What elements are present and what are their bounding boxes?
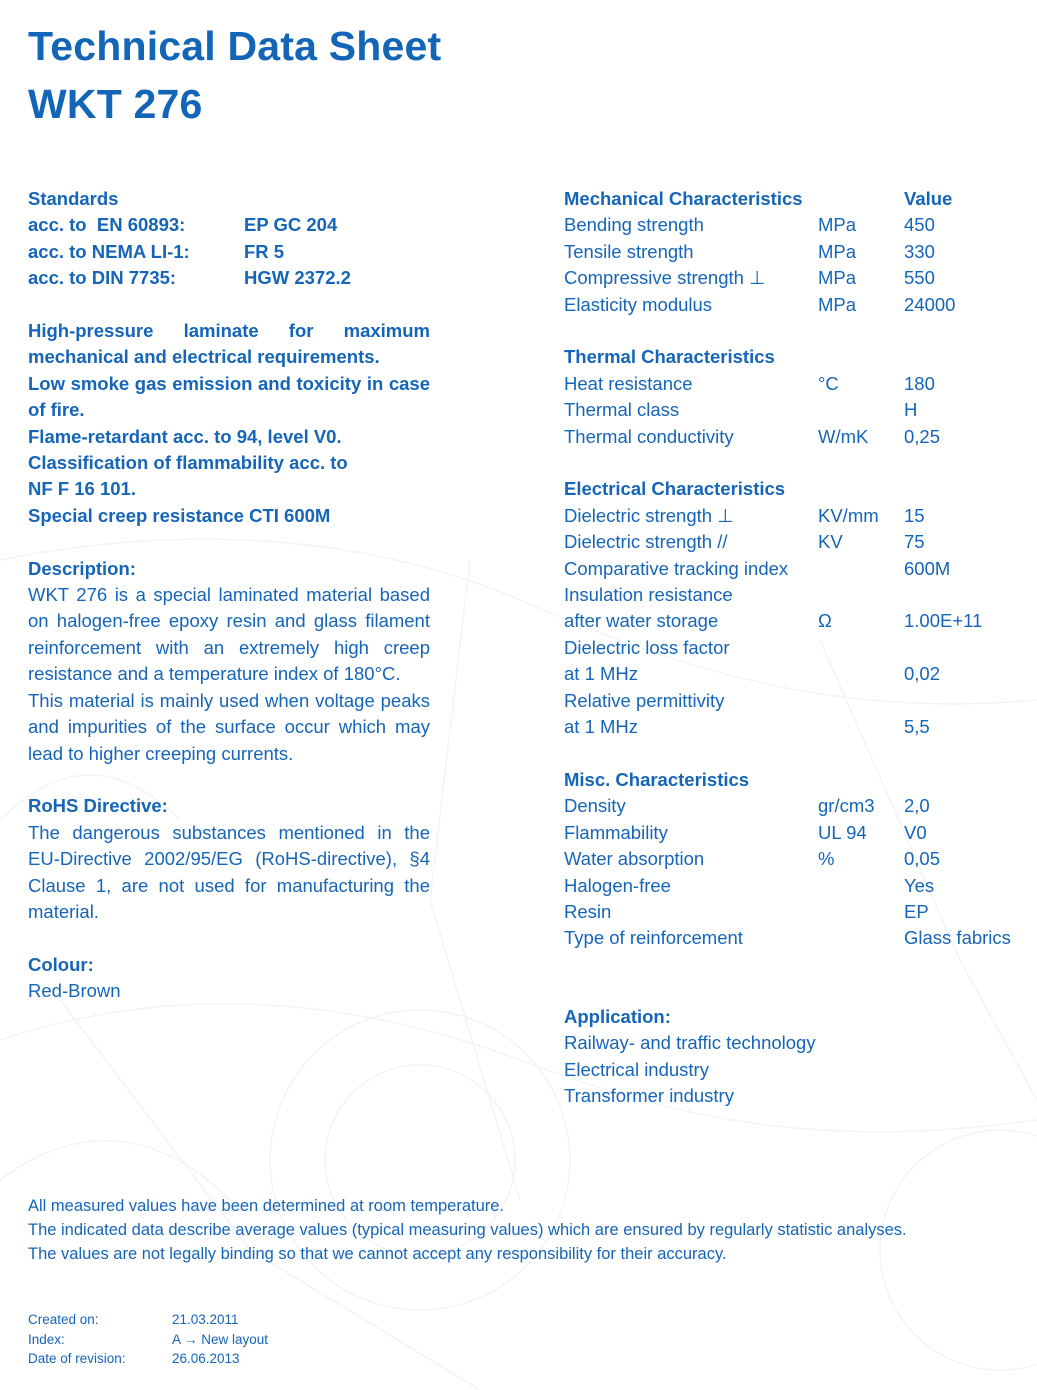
- property-name: Bending strength: [564, 214, 704, 236]
- application-item: Electrical industry: [564, 1058, 709, 1080]
- property-unit: MPa: [818, 240, 857, 262]
- property-name: Dielectric loss factor: [564, 636, 730, 658]
- property-unit: KV: [818, 531, 843, 553]
- property-row: [564, 635, 1034, 661]
- property-row: [564, 688, 1034, 714]
- property-row: [564, 661, 1034, 687]
- rohs-heading: RoHS Directive:: [28, 795, 168, 817]
- property-value: 15: [904, 504, 925, 526]
- standard-value: FR 5: [244, 240, 285, 262]
- property-row: [564, 846, 1034, 872]
- application-item: Transformer industry: [564, 1085, 734, 1107]
- property-row: [564, 529, 1034, 555]
- value-heading: Value: [904, 188, 953, 209]
- rohs-text: The dangerous substances mentioned in the EU-Directive 2002/95/EG (RoHS-directive), §4 Clause 1, are not used for manufacturing the material.: [28, 821, 430, 922]
- right-column: [564, 186, 1034, 952]
- property-name: Comparative tracking index: [564, 557, 789, 579]
- property-name: Halogen-free: [564, 874, 671, 896]
- property-value: H: [904, 399, 918, 421]
- property-name: Thermal conductivity: [564, 425, 734, 447]
- property-unit: [818, 899, 904, 925]
- description-heading: Description:: [28, 557, 136, 579]
- left-column: [28, 186, 430, 1005]
- property-value: [904, 688, 1034, 714]
- standard-value: EP GC 204: [244, 214, 338, 236]
- property-row: [564, 820, 1034, 846]
- property-row: [564, 714, 1034, 740]
- feature-text: NF F 16 101.: [28, 478, 136, 500]
- property-value: 1.00E+11: [904, 610, 983, 632]
- property-unit: MPa: [818, 267, 857, 289]
- meta-value: 21.03.2011: [172, 1312, 239, 1327]
- property-row: [564, 793, 1034, 819]
- property-row: [564, 371, 1034, 397]
- property-row: [564, 503, 1034, 529]
- property-name: Water absorption: [564, 848, 705, 870]
- standard-row: [28, 239, 430, 265]
- meta-value: 26.06.2013: [172, 1351, 240, 1366]
- property-value: 0,02: [904, 663, 941, 685]
- property-name: Relative permittivity: [564, 689, 725, 711]
- property-name: Tensile strength: [564, 240, 694, 262]
- property-unit: [818, 397, 904, 423]
- property-unit: [818, 688, 904, 714]
- property-value: Yes: [904, 874, 935, 896]
- property-unit: Ω: [818, 610, 832, 632]
- standard-value: HGW 2372.2: [244, 267, 351, 289]
- property-unit: [818, 661, 904, 687]
- standard-key: acc. to EN 60893:: [28, 214, 186, 236]
- property-name: at 1 MHz: [564, 716, 639, 738]
- property-unit: MPa: [818, 293, 857, 315]
- meta-row: [28, 1349, 268, 1369]
- property-name: Dielectric strength //: [564, 531, 728, 553]
- property-name: Thermal class: [564, 399, 680, 421]
- property-value: 0,25: [904, 425, 941, 447]
- meta-label: Created on:: [28, 1312, 99, 1327]
- property-value: 2,0: [904, 795, 930, 817]
- application-section: [564, 1004, 816, 1110]
- meta-label: Date of revision:: [28, 1351, 126, 1366]
- property-name: Elasticity modulus: [564, 293, 713, 315]
- property-value: 24000: [904, 293, 956, 315]
- property-value: 600M: [904, 557, 951, 579]
- document-meta: [28, 1310, 268, 1369]
- footer-note: The indicated data describe average values (typical measuring values) which are ensured by regularly statistic analyses.: [28, 1221, 907, 1239]
- product-name: WKT 276: [28, 81, 203, 127]
- property-unit: [818, 873, 904, 899]
- property-unit: W/mK: [818, 425, 869, 447]
- property-row: [564, 873, 1034, 899]
- property-name: Insulation resistance: [564, 584, 733, 606]
- property-name: Heat resistance: [564, 372, 693, 394]
- property-value: 75: [904, 531, 925, 553]
- property-value: [904, 582, 1034, 608]
- property-name: Dielectric strength ⊥: [564, 504, 734, 526]
- meta-value: A → New layout: [172, 1331, 269, 1347]
- property-row: [564, 608, 1034, 634]
- property-value: 180: [904, 372, 935, 394]
- property-value: V0: [904, 821, 927, 843]
- property-row: [564, 925, 1034, 951]
- description-text: This material is mainly used when voltage peaks and impurities of the surface occur which may lead to higher creeping currents.: [28, 689, 430, 764]
- property-name: Resin: [564, 900, 612, 922]
- property-name: Compressive strength ⊥: [564, 267, 766, 289]
- property-unit: [818, 714, 904, 740]
- page-title: Technical Data Sheet: [28, 23, 442, 69]
- property-value: EP: [904, 900, 929, 922]
- feature-text: Classification of flammability acc. to: [28, 452, 348, 474]
- mechanical-heading: Mechanical Characteristics: [564, 188, 803, 209]
- property-unit: gr/cm3: [818, 795, 875, 817]
- meta-row: [28, 1310, 268, 1330]
- property-value: 5,5: [904, 716, 930, 738]
- property-name: Flammability: [564, 821, 668, 843]
- electrical-heading: Electrical Characteristics: [564, 478, 786, 500]
- property-row: [564, 239, 1034, 265]
- property-value: 330: [904, 240, 935, 262]
- standard-key: acc. to DIN 7735:: [28, 267, 177, 289]
- property-unit: [818, 582, 904, 608]
- footer-notes: [28, 1194, 988, 1266]
- mechanical-header: [564, 186, 1034, 212]
- property-row: [564, 397, 1034, 423]
- property-value: 550: [904, 267, 935, 289]
- property-row: [564, 212, 1034, 238]
- property-row: [564, 424, 1034, 450]
- property-unit: [818, 635, 904, 661]
- property-row: [564, 265, 1034, 291]
- meta-label: Index:: [28, 1331, 65, 1347]
- property-value: Glass fabrics: [904, 927, 1011, 949]
- property-name: Type of reinforcement: [564, 927, 743, 949]
- feature-text: Flame-retardant acc. to 94, level V0.: [28, 425, 342, 447]
- property-value: 450: [904, 214, 935, 236]
- application-item: Railway- and traffic technology: [564, 1032, 816, 1054]
- property-value: [904, 635, 1034, 661]
- property-row: [564, 582, 1034, 608]
- meta-row: [28, 1330, 268, 1350]
- property-unit: [818, 925, 904, 951]
- footer-note: The values are not legally binding so that we cannot accept any responsibility for their accuracy.: [28, 1245, 727, 1263]
- standard-row: [28, 265, 430, 291]
- property-value: 0,05: [904, 848, 941, 870]
- application-heading: Application:: [564, 1006, 671, 1027]
- property-row: [564, 292, 1034, 318]
- property-unit: MPa: [818, 214, 857, 236]
- standard-key: acc. to NEMA LI-1:: [28, 240, 190, 262]
- property-unit: %: [818, 848, 835, 870]
- property-unit: KV/mm: [818, 504, 879, 526]
- description-text: WKT 276 is a special laminated material based on halogen-free epoxy resin and glass filament reinforcement with an extremely high creep resistance and a temperature index of 180°C.: [28, 584, 430, 685]
- property-unit: [818, 556, 904, 582]
- feature-text: Special creep resistance CTI 600M: [28, 504, 331, 526]
- property-name: after water storage: [564, 610, 719, 632]
- feature-text: Low smoke gas emission and toxicity in case of fire.: [28, 372, 430, 421]
- property-unit: °C: [818, 372, 839, 394]
- standards-heading: Standards: [28, 188, 119, 209]
- standard-row: [28, 212, 430, 238]
- feature-text: High-pressure laminate for maximum mechanical and electrical requirements.: [28, 320, 430, 368]
- property-name: at 1 MHz: [564, 663, 639, 685]
- misc-heading: Misc. Characteristics: [564, 768, 750, 790]
- property-name: Density: [564, 795, 626, 817]
- footer-note: All measured values have been determined at room temperature.: [28, 1197, 505, 1215]
- property-row: [564, 556, 1034, 582]
- property-unit: UL 94: [818, 821, 867, 843]
- thermal-heading: Thermal Characteristics: [564, 346, 775, 368]
- colour-value: Red-Brown: [28, 980, 121, 1002]
- colour-heading: Colour:: [28, 953, 94, 975]
- property-row: [564, 899, 1034, 925]
